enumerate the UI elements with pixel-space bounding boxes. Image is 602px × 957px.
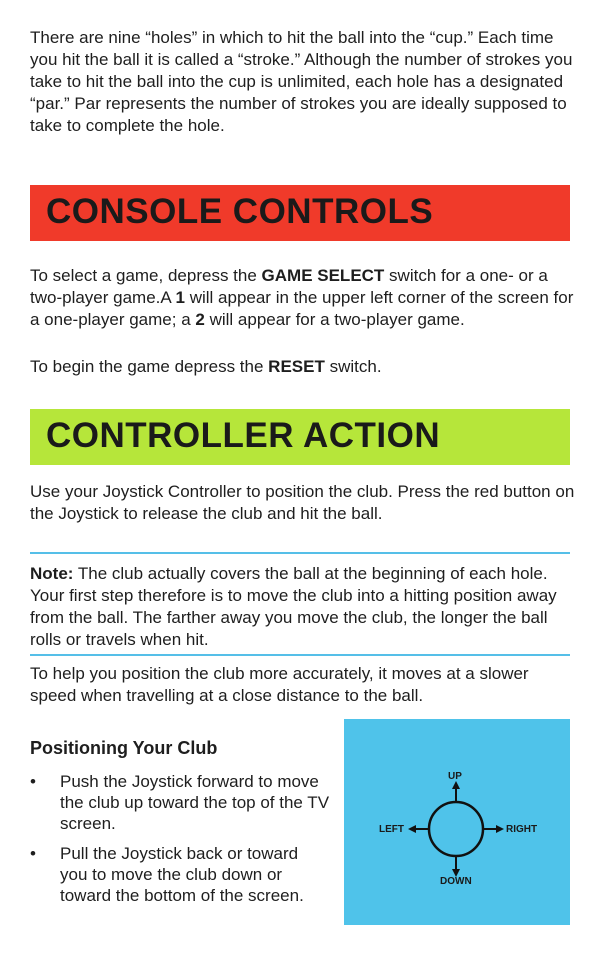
text-span: To begin the game depress the: [30, 357, 269, 376]
note-label: Note:: [30, 564, 74, 583]
console-controls-heading: CONSOLE CONTROLS: [46, 192, 434, 231]
game-select-term: GAME SELECT: [261, 266, 385, 285]
reset-term: RESET: [268, 357, 325, 376]
positioning-title: Positioning Your Club: [30, 738, 218, 758]
divider-rule: [30, 552, 570, 554]
up-label: UP: [448, 771, 462, 782]
text-span: will appear in the upper left corner of the screen for a one-player game; a: [30, 288, 574, 329]
bullet-icon: •: [30, 844, 36, 863]
bullet-text: Pull the Joystick back or toward you to move the club down or toward the bottom of the screen.: [60, 844, 304, 905]
console-controls-banner: [30, 185, 570, 241]
controller-action-heading: CONTROLLER ACTION: [46, 416, 441, 455]
console-paragraph-reset: [30, 356, 575, 378]
note-paragraph: [30, 563, 575, 651]
intro-paragraph: There are nine “holes” in which to hit the ball into the “cup.” Each time you hit the ball it is called a “stroke.” Although the number of strokes you take to hit the ball into the cup is unlimited, each hole has a designated “par.” Par represents the number of strokes you are ideally supposed to take to complete the hole.: [30, 28, 573, 135]
down-label: DOWN: [440, 876, 472, 887]
divider-rule: [30, 654, 570, 656]
console-paragraph-select: [30, 265, 575, 331]
text-span: will appear for a two-player game.: [204, 310, 465, 329]
text-span: To select a game, depress the: [30, 266, 262, 285]
right-label: RIGHT: [506, 824, 538, 835]
speed-paragraph: To help you position the club more accurately, it moves at a slower speed when travelling at a close distance to the ball.: [30, 664, 529, 705]
controller-action-banner: [30, 409, 570, 465]
two-player-number: 2: [195, 310, 205, 329]
controller-paragraph: Use your Joystick Controller to position the club. Press the red button on the Joystick to release the club and hit the ball.: [30, 482, 575, 523]
bullet-text: Push the Joystick forward to move the club up toward the top of the TV screen.: [60, 772, 330, 833]
note-text: The club actually covers the ball at the beginning of each hole. Your first step therefore is to move the club into a hitting position away from the ball. The farther away you move the club, the longer the ball rolls or travels when hit.: [30, 564, 557, 649]
joystick-diagram: [344, 719, 570, 925]
left-label: LEFT: [379, 824, 404, 835]
joystick-directions-icon: [344, 719, 570, 925]
text-span: switch.: [324, 357, 382, 376]
bullet-icon: •: [30, 772, 36, 791]
one-player-number: 1: [175, 288, 185, 307]
text-span: switch for a one- or a two-player game.A: [30, 266, 548, 307]
